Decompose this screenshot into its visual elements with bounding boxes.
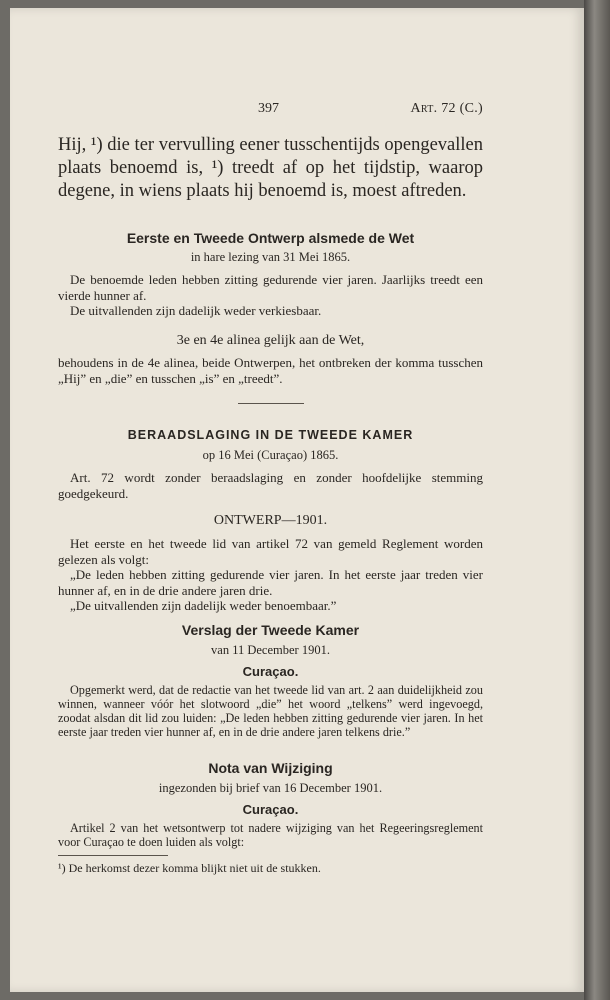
section-heading-ontwerp-wet: Eerste en Tweede Ontwerp alsmede de Wet [126, 230, 415, 246]
page-number: 397 [258, 101, 279, 116]
running-header [58, 101, 483, 121]
section-place-curacao: Curaçao. [242, 664, 299, 679]
paragraph-opgemerkt: Opgemerkt werd, dat de redactie van het tweede lid van art. 2 aan duidelijkheid zou winnen, wanneer vóór het slotwoord „die” het woord „telkens” werd ingevoegd, zoodat alsdan dit lid zou luiden: „De leden hebben zitting gedurende vier jaren. In het eerste jaar treden vier hunner af, en in de drie andere jaren telkens drie.” [58, 683, 483, 739]
paragraph-reglement: Het eerste en het tweede lid van artikel 72 van gemeld Reglement worden gelezen als volgt: [58, 536, 483, 567]
paragraph-goedgekeurd: Art. 72 wordt zonder beraadslaging en zonder hoofdelijke stemming goedgekeurd. [58, 470, 483, 501]
alinea-note: 3e en 4e alinea gelijk aan de Wet, [176, 333, 365, 348]
paragraph-komma: behoudens in de 4e alinea, beide Ontwerpen, het ontbreken der komma tusschen „Hij” en „die” en tusschen „is” en „treedt”. [58, 355, 483, 386]
section-subheading-date: in hare lezing van 31 Mei 1865. [190, 250, 351, 264]
section-subheading-date: op 16 Mei (Curaçao) 1865. [202, 448, 339, 462]
section-subheading-brief: ingezonden bij brief van 16 December 1901. [158, 781, 383, 795]
section-divider [238, 403, 304, 404]
paragraph-zitting: De benoemde leden hebben zitting gedurende vier jaren. Jaarlijks treedt een vierde hunner af. [58, 272, 483, 303]
book-spine-edge [584, 0, 610, 1000]
section-subheading-date: van 11 December 1901. [211, 643, 330, 657]
section-heading-verslag: Verslag der Tweede Kamer [181, 622, 360, 638]
section-heading-nota: Nota van Wijziging [208, 760, 333, 776]
paragraph-benoembaar: „De uitvallenden zijn dadelijk weder benoembaar.” [70, 598, 337, 613]
article-text: Hij, ¹) die ter vervulling eener tusschentijds opengevallen plaats benoemd is, ¹) treedt af op het tijdstip, waarop degene, in wiens plaats hij benoemd is, moest aftreden. [58, 135, 483, 201]
paragraph-artikel-2: Artikel 2 van het wetsontwerp tot nadere wijziging van het Regeeringsreglement voor Curaçao te doen luiden als volgt: [58, 821, 483, 849]
article-reference: Art. 72 (C.) [410, 101, 483, 116]
footnote-rule [58, 855, 168, 856]
section-heading-ontwerp-1901: ONTWERP—1901. [213, 513, 328, 528]
paragraph-leden: „De leden hebben zitting gedurende vier jaren. In het eerste jaar treden vier hunner af, en in de drie andere jaren drie. [58, 567, 483, 598]
footnote: ¹) De herkomst dezer komma blijkt niet uit de stukken. [58, 861, 321, 875]
book-page [10, 8, 584, 992]
section-heading-beraadslaging: BERAADSLAGING IN DE TWEEDE KAMER [127, 428, 414, 442]
section-place-curacao: Curaçao. [242, 802, 299, 817]
paragraph-verkiesbaar: De uitvallenden zijn dadelijk weder verkiesbaar. [70, 303, 322, 318]
